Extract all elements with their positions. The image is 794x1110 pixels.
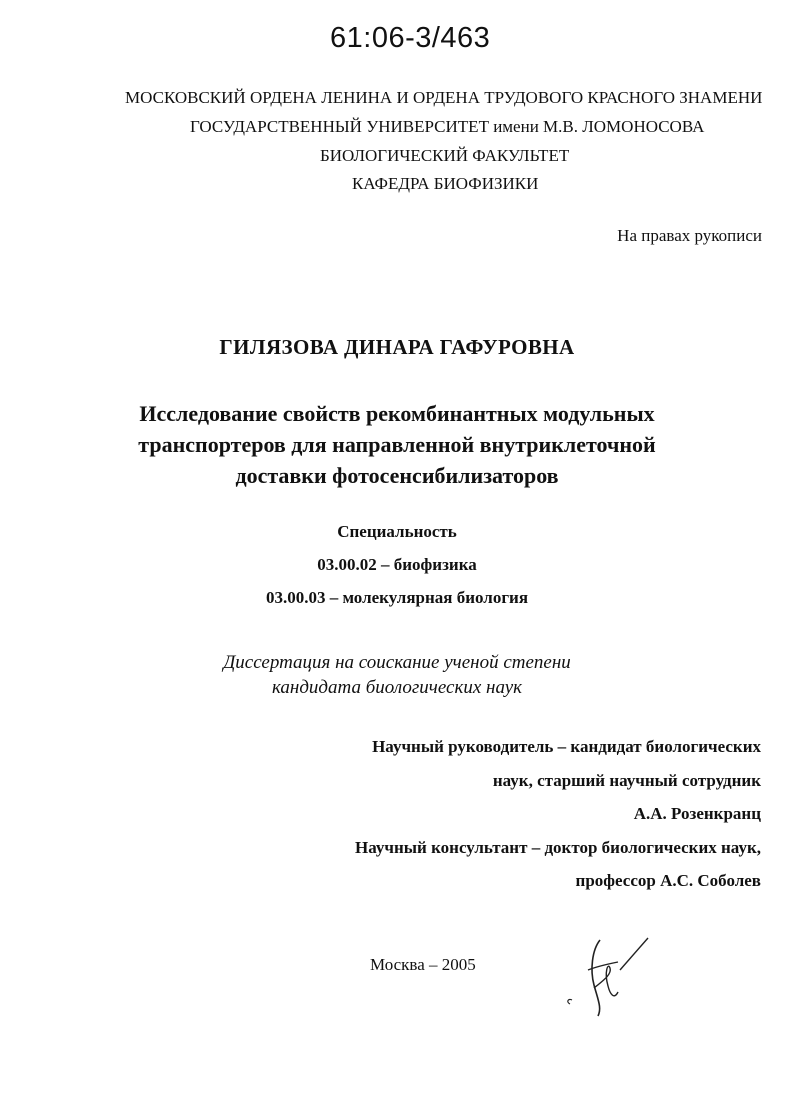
specialty-label: Специальность bbox=[337, 522, 457, 541]
author-name: ГИЛЯЗОВА ДИНАРА ГАФУРОВНА bbox=[219, 335, 575, 359]
degree-statement bbox=[0, 650, 794, 700]
catalog-number: 61:06-3/463 bbox=[330, 22, 491, 54]
title-line-2: транспортеров для направленной внутриклеточной bbox=[138, 432, 656, 457]
supervisor-line-2: наук, старший научный сотрудник bbox=[492, 771, 761, 790]
dissertation-title bbox=[0, 398, 794, 491]
consultant-line: Научный консультант – доктор биологических наук, bbox=[355, 838, 761, 857]
supervisor-line-1: Научный руководитель – кандидат биологических bbox=[372, 737, 761, 756]
specialty-code-1: 03.00.02 – биофизика bbox=[317, 555, 477, 574]
department: КАФЕДРА БИОФИЗИКИ bbox=[352, 174, 539, 193]
supervisor-name: А.А. Розенкранц bbox=[633, 804, 761, 823]
degree-line-2: кандидата биологических наук bbox=[271, 677, 523, 698]
title-line-1: Исследование свойств рекомбинантных модульных bbox=[139, 401, 655, 426]
faculty: БИОЛОГИЧЕСКИЙ ФАКУЛЬТЕТ bbox=[320, 146, 570, 165]
city-year: Москва – 2005 bbox=[370, 955, 476, 974]
institution-line-1: МОСКОВСКИЙ ОРДЕНА ЛЕНИНА И ОРДЕНА ТРУДОВОГО КРАСНОГО ЗНАМЕНИ bbox=[125, 88, 763, 107]
degree-line-1: Диссертация на соискание ученой степени bbox=[223, 652, 571, 673]
specialty-code-2: 03.00.03 – молекулярная биология bbox=[265, 588, 529, 607]
consultant-name: профессор А.С. Соболев bbox=[575, 871, 761, 890]
institution-line-2: ГОСУДАРСТВЕННЫЙ УНИВЕРСИТЕТ имени М.В. ЛОМОНОСОВА bbox=[190, 117, 705, 136]
handwritten-signature-icon bbox=[560, 930, 660, 1020]
title-line-3: доставки фотосенсибилизаторов bbox=[235, 463, 559, 488]
manuscript-note: На правах рукописи bbox=[617, 226, 762, 245]
